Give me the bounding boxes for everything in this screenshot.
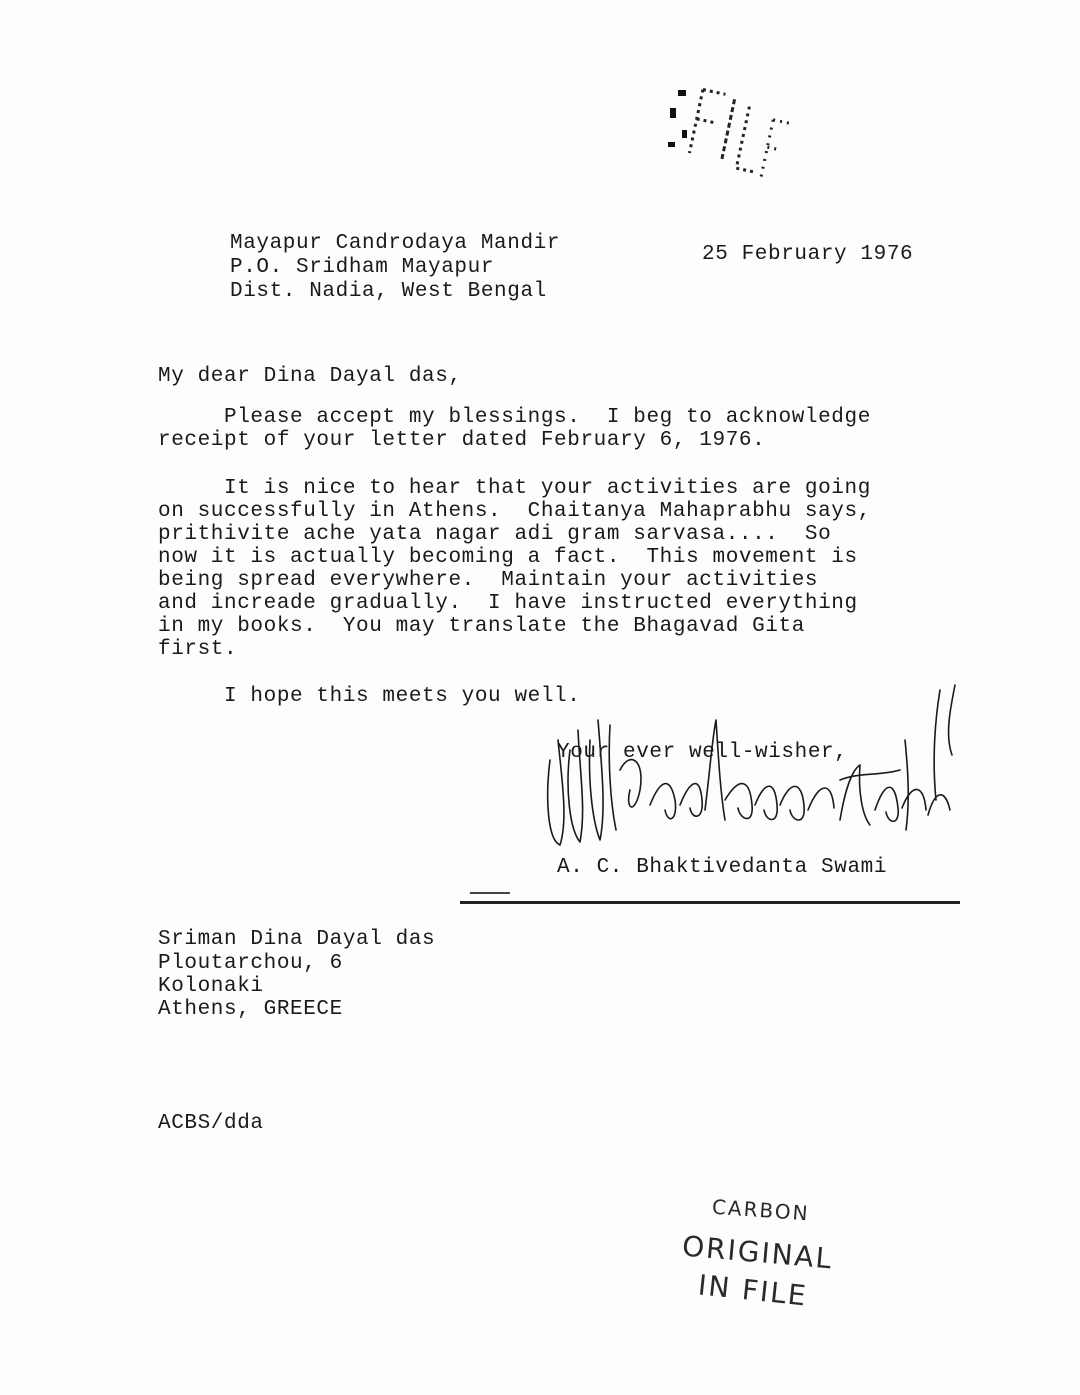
signatory-name: A. C. Bhaktivedanta Swami <box>557 856 888 879</box>
paragraph-2-line: It is nice to hear that your activities are going <box>158 477 871 500</box>
carbon-stamp-line-1: CARBON <box>711 1194 811 1226</box>
file-stamp <box>660 70 790 190</box>
carbon-stamp-line-3: IN FILE <box>696 1268 810 1313</box>
handwritten-signature <box>540 680 970 880</box>
paragraph-3: I hope this meets you well. <box>158 685 581 708</box>
paragraph-2-line: first. <box>158 638 238 661</box>
paragraph-2-line: on successfully in Athens. Chaitanya Mahaprabhu says, <box>158 500 871 523</box>
letter-date: 25 February 1976 <box>702 243 914 266</box>
recipient-line-3: Kolonaki <box>158 975 264 998</box>
paragraph-2-line: prithivite ache yata nagar adi gram sarvasa.... So <box>158 523 832 546</box>
recipient-line-1: Sriman Dina Dayal das <box>158 928 436 951</box>
paragraph-2-line: and increade gradually. I have instructed everything <box>158 592 858 615</box>
address-line-1: Mayapur Candrodaya Mandir <box>230 232 561 255</box>
paragraph-2-line: in my books. You may translate the Bhagavad Gita <box>158 615 805 638</box>
paragraph-1-line: receipt of your letter dated February 6, 1976. <box>158 429 766 452</box>
paragraph-1-line: Please accept my blessings. I beg to acknowledge <box>158 406 871 429</box>
paragraph-2-line: now it is actually becoming a fact. This movement is <box>158 546 858 569</box>
recipient-line-2: Ploutarchou, 6 <box>158 952 343 975</box>
address-line-3: Dist. Nadia, West Bengal <box>230 280 547 303</box>
signature-line <box>460 901 960 904</box>
closing: Your ever well-wisher, <box>557 741 848 764</box>
address-line-2: P.O. Sridham Mayapur <box>230 256 495 279</box>
paragraph-2-line: being spread everywhere. Maintain your activities <box>158 569 819 592</box>
reference-initials: ACBS/dda <box>158 1112 264 1135</box>
recipient-line-4: Athens, GREECE <box>158 998 343 1021</box>
signature-line-mark <box>470 892 510 894</box>
carbon-stamp-line-2: ORIGINAL <box>680 1229 835 1276</box>
salutation: My dear Dina Dayal das, <box>158 365 462 388</box>
